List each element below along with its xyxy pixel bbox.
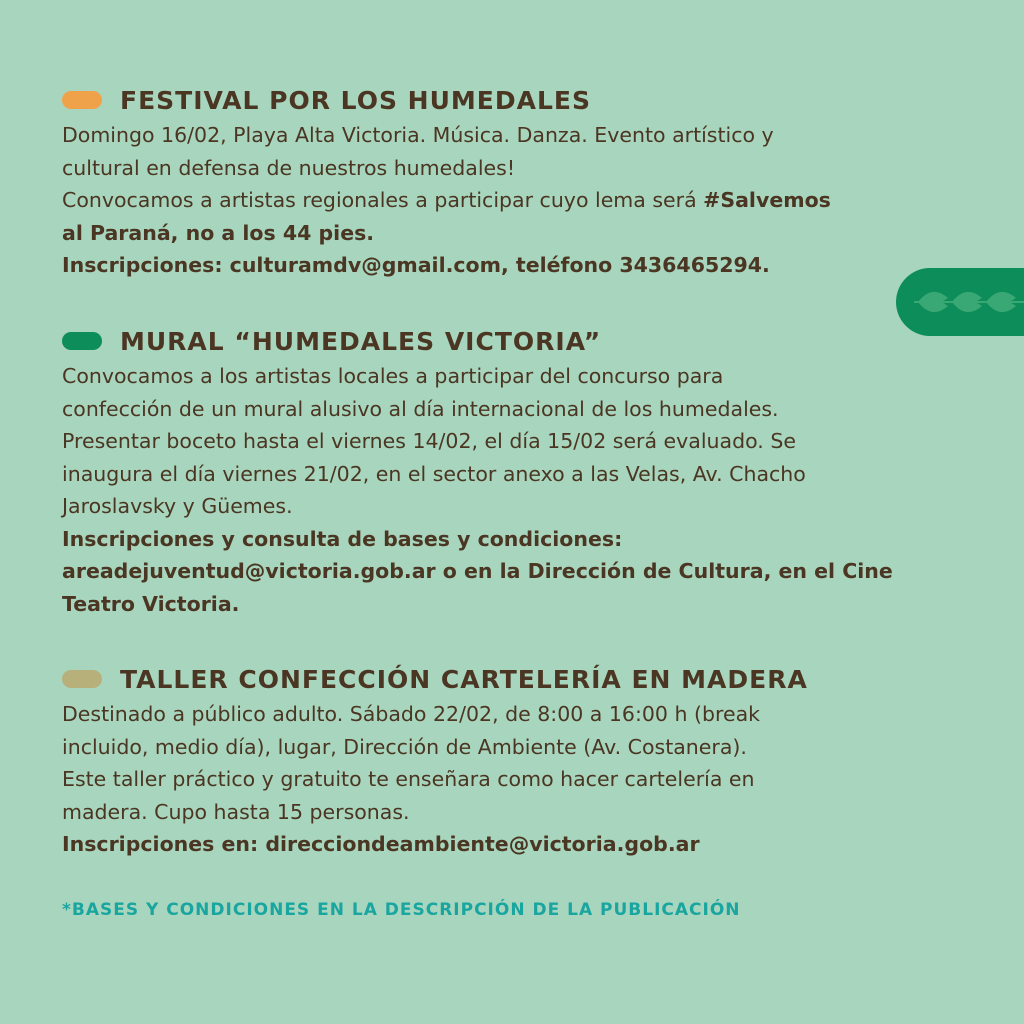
- registration-line: Inscripciones y consulta de bases y condiciones:: [62, 526, 623, 551]
- footnote: *BASES Y CONDICIONES EN LA DESCRIPCIÓN DE LA PUBLICACIÓN: [62, 900, 741, 920]
- body-line: inaugura el día viernes 21/02, en el sector anexo a las Velas, Av. Chacho: [62, 461, 806, 486]
- hashtag-text: #Salvemos: [703, 188, 831, 212]
- section-title: FESTIVAL POR LOS HUMEDALES: [120, 85, 591, 115]
- body-line: al Paraná, no a los 44 pies.: [62, 220, 375, 245]
- body-line: madera. Cupo hasta 15 personas.: [62, 799, 410, 824]
- orange-pill-marker: [62, 91, 102, 109]
- section-festival: [62, 82, 972, 282]
- section-taller: [62, 661, 972, 861]
- body-line: incluido, medio día), lugar, Dirección de Ambiente (Av. Costanera).: [62, 734, 747, 759]
- section-body: [62, 698, 972, 861]
- section-body: [62, 119, 972, 282]
- body-line: [62, 184, 972, 217]
- section-header: [62, 323, 972, 359]
- section-mural: [62, 323, 972, 620]
- registration-line: Inscripciones en: direcciondeambiente@victoria.gob.ar: [62, 832, 700, 856]
- registration-line: Teatro Victoria.: [62, 591, 240, 616]
- registration-line: areadejuventud@victoria.gob.ar o en la Dirección de Cultura, en el Cine: [62, 559, 893, 583]
- body-line: Presentar boceto hasta el viernes 14/02, el día 15/02 será evaluado. Se: [62, 429, 796, 453]
- body-text: Convocamos a artistas regionales a participar cuyo lema será: [62, 188, 704, 212]
- olive-pill-marker: [62, 670, 102, 688]
- body-line: Convocamos a los artistas locales a participar del concurso para: [62, 364, 724, 388]
- section-header: [62, 82, 972, 118]
- body-line: cultural en defensa de nuestros humedales!: [62, 155, 516, 180]
- green-pill-marker: [62, 332, 102, 350]
- registration-line: Inscripciones: culturamdv@gmail.com, teléfono 3436465294.: [62, 253, 770, 277]
- body-line: Domingo 16/02, Playa Alta Victoria. Música. Danza. Evento artístico y: [62, 123, 774, 147]
- section-header: [62, 661, 972, 697]
- section-title: TALLER CONFECCIÓN CARTELERÍA EN MADERA: [120, 664, 808, 694]
- body-line: Este taller práctico y gratuito te enseñara como hacer cartelería en: [62, 767, 755, 791]
- section-body: [62, 360, 972, 620]
- body-line: confección de un mural alusivo al día internacional de los humedales.: [62, 396, 779, 421]
- section-title: MURAL “HUMEDALES VICTORIA”: [120, 326, 602, 356]
- body-line: Jaroslavsky y Güemes.: [62, 494, 293, 518]
- body-line: Destinado a público adulto. Sábado 22/02, de 8:00 a 16:00 h (break: [62, 702, 761, 726]
